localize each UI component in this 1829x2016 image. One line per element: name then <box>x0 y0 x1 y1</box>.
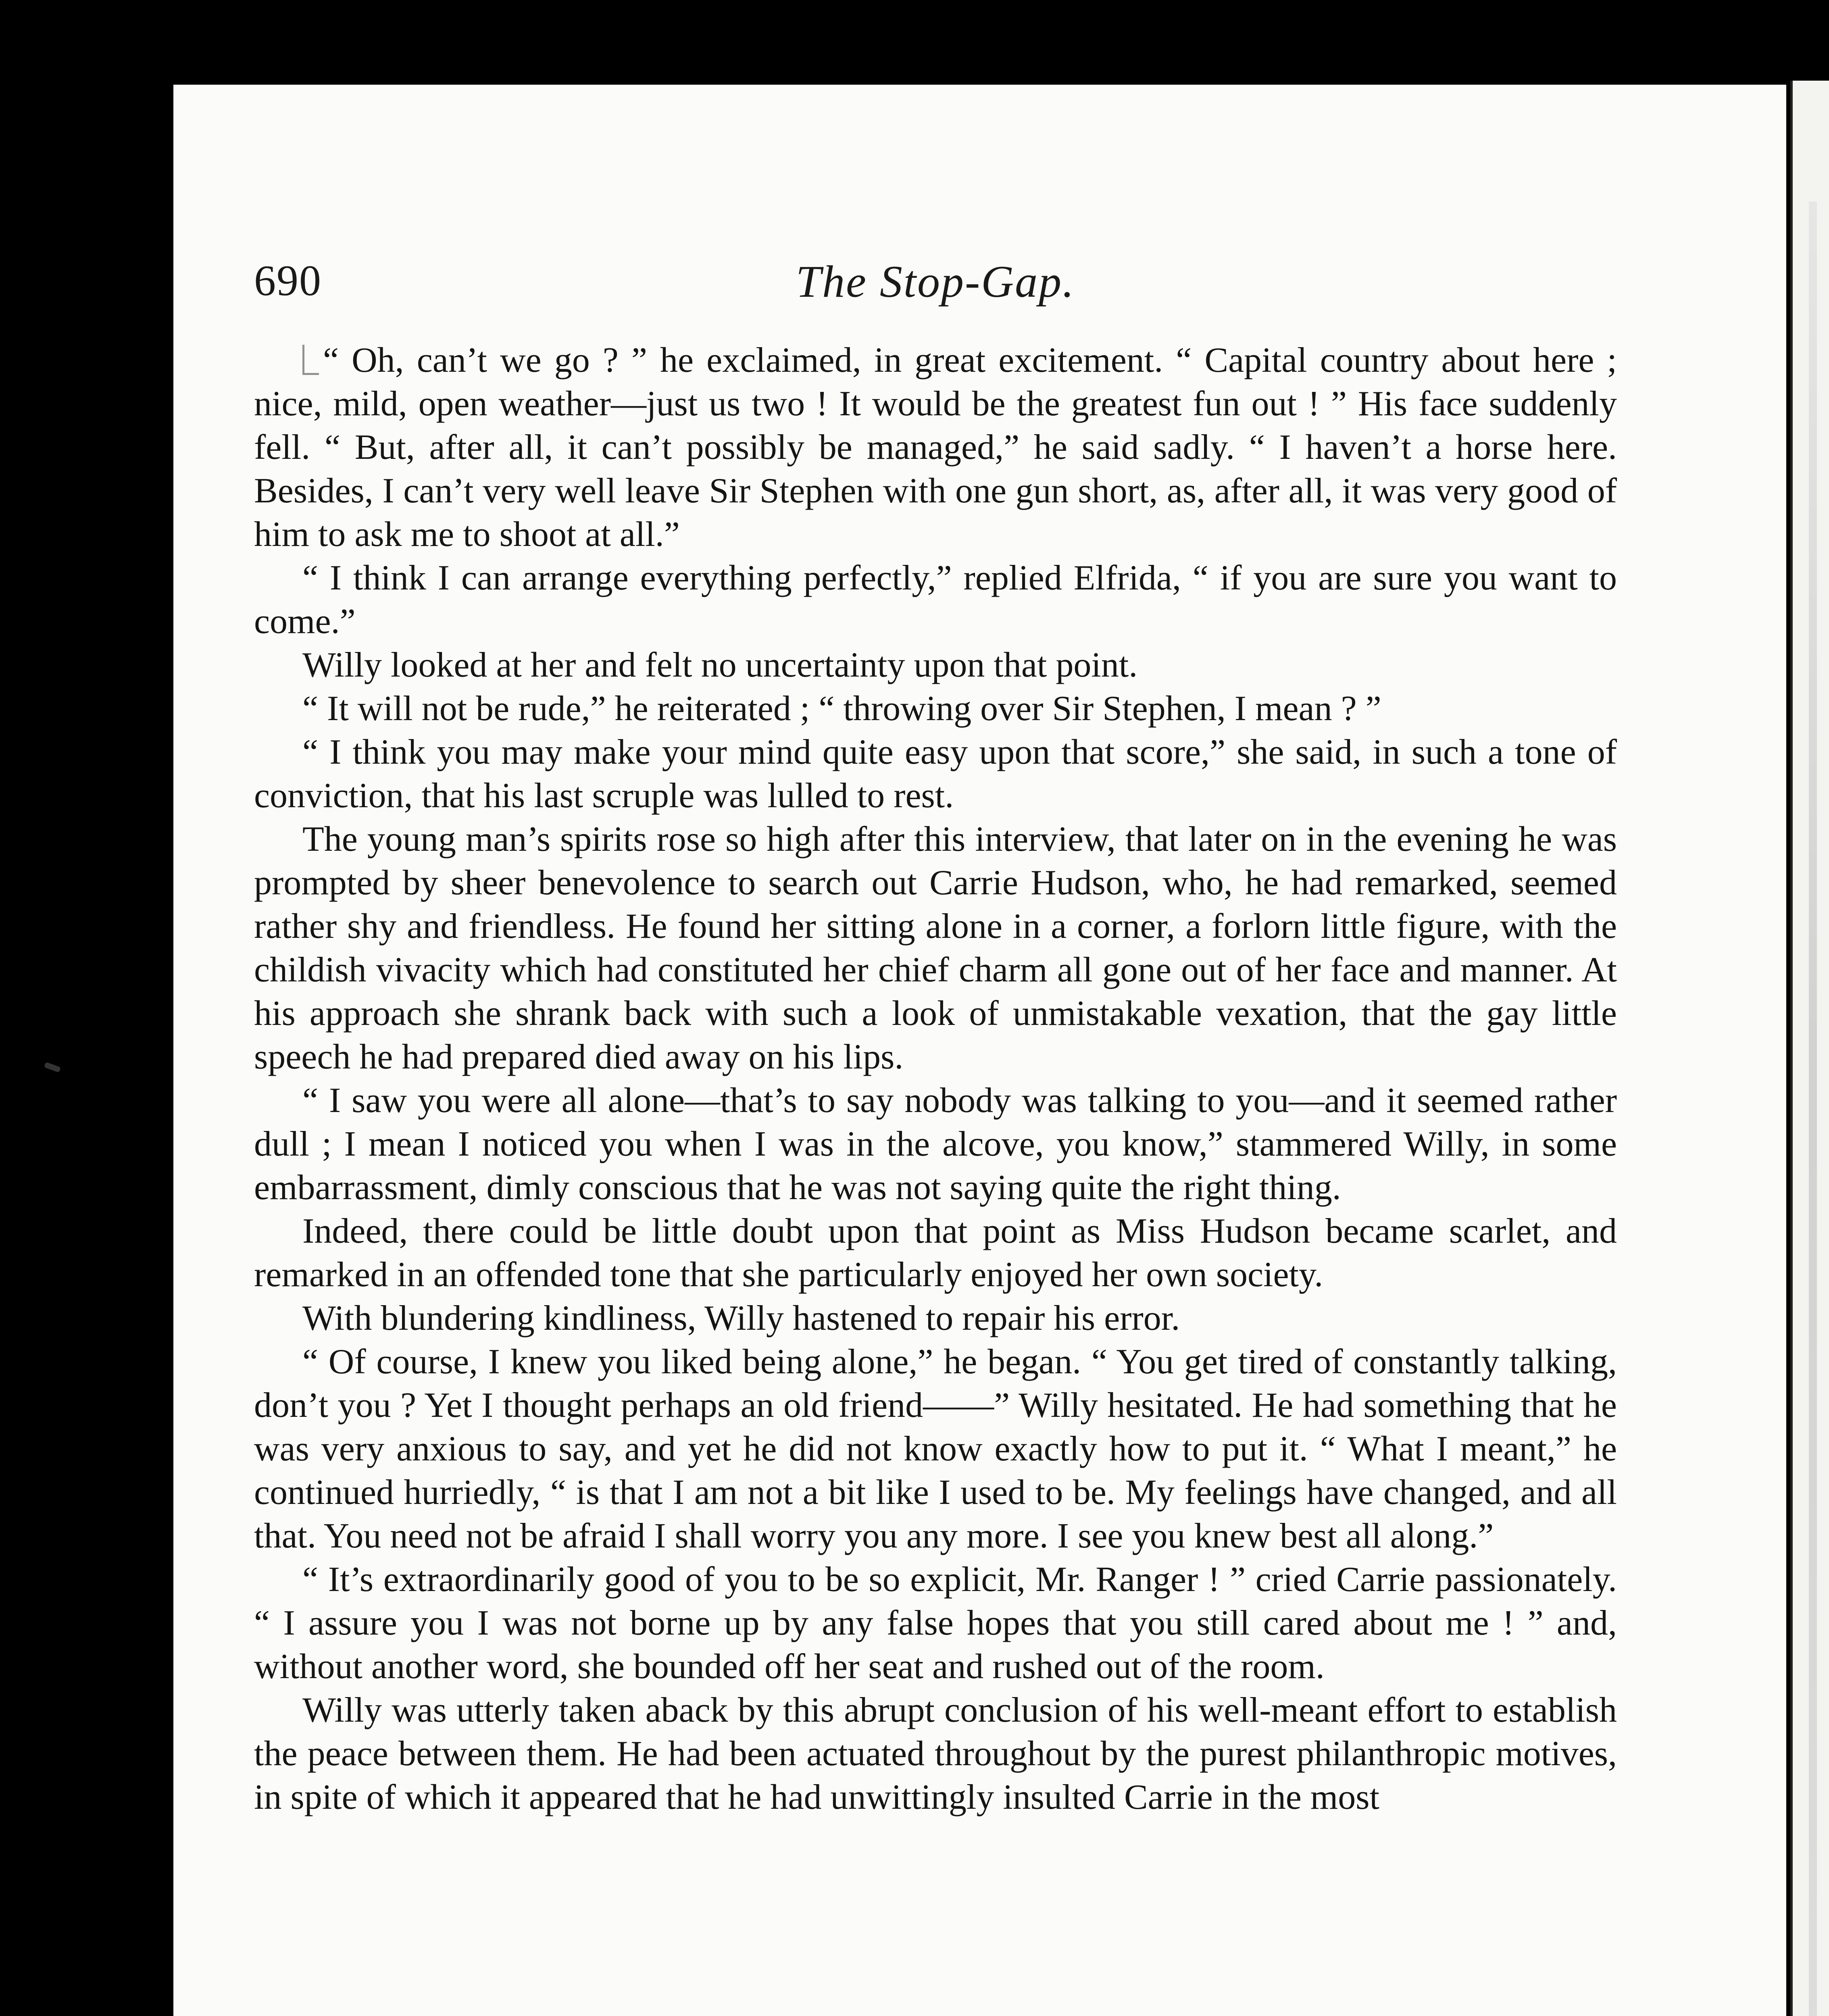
paragraph: “ Of course, I knew you liked being alone,” he began. “ You get tired of constantly talking, don’t you ? Yet I thought perhaps an old friend——” Willy hesitated. He had something that he was very anxious to say, and yet he did not know exactly how to put it. “ What I meant,” he continued hurriedly, “ is that I am not a bit like I used to be. My feelings have changed, and all that. You need not be afraid I shall worry you any more. I see you knew best all along.” <box>254 1342 1617 1556</box>
paragraph: The young man’s spirits rose so high after this interview, that later on in the evening he was prompted by sheer benevolence to search out Carrie Hudson, who, he had remarked, seemed rather shy and friendless. He found her sitting alone in a corner, a forlorn little figure, with the childish vivacity which had constituted her chief charm all gone out of her face and manner. At his approach she shrank back with such a look of unmistakable vexation, that the gay little speech he had prepared died away on his lips. <box>254 820 1617 1077</box>
margin-smudge <box>44 1062 61 1073</box>
paragraph: Willy was utterly taken aback by this abrupt conclusion of his well-meant effort to establish the peace between them. He had been actuated throughout by the purest philanthropic motives, in spite of which it appeared that he had unwittingly insulted Carrie in the most <box>254 1691 1617 1817</box>
paragraph: “ I saw you were all alone—that’s to say nobody was talking to you—and it seemed rather dull ; I mean I noticed you when I was in the alcove, you know,” stammered Willy, in some embarrassment, dimly conscious that he was not saying quite the right thing. <box>254 1081 1617 1207</box>
page-header <box>254 256 1617 307</box>
paragraph: “ I think I can arrange everything perfectly,” replied Elfrida, “ if you are sure you want to come.” <box>254 558 1617 641</box>
paragraph-text: “ Oh, can’t we go ? ” he exclaimed, in great excitement. “ Capital country about here ; nice, mild, open weather—just us two ! It would be the greatest fun out ! ” His face suddenly fell. “ But, after all, it can’t possibly be managed,” he said sadly. “ I haven’t a horse here. Besides, I can’t very well leave Sir Stephen with one gun short, as, after all, it was very good of him to ask me to shoot at all.” <box>254 341 1617 554</box>
paragraph: “ It will not be rude,” he reiterated ; “ throwing over Sir Stephen, I mean ? ” <box>302 689 1381 728</box>
paragraph: Indeed, there could be little doubt upon that point as Miss Hudson became scarlet, and remarked in an offended tone that she particularly enjoyed her own society. <box>254 1212 1617 1294</box>
paragraph: With blundering kindliness, Willy hastened to repair his error. <box>302 1299 1180 1338</box>
page-number: 690 <box>254 257 322 305</box>
corner-mark-icon <box>302 345 319 375</box>
paragraph <box>254 339 1617 556</box>
paragraph: “ I think you may make your mind quite easy upon that score,” she said, in such a tone of conviction, that his last scruple was lulled to rest. <box>254 733 1617 815</box>
page-body <box>254 339 1617 1819</box>
paragraph: Willy looked at her and felt no uncertainty upon that point. <box>302 646 1138 685</box>
facing-page-edge <box>1790 81 1829 2016</box>
running-title: The Stop-Gap. <box>796 257 1075 307</box>
paragraph: “ It’s extraordinarily good of you to be so explicit, Mr. Ranger ! ” cried Carrie passionately. “ I assure you I was not borne up by any false hopes that you still cared about me ! ” and, without another word, she bounded off her seat and rushed out of the room. <box>254 1560 1617 1686</box>
facing-page-print-bleed <box>1809 202 1817 2016</box>
